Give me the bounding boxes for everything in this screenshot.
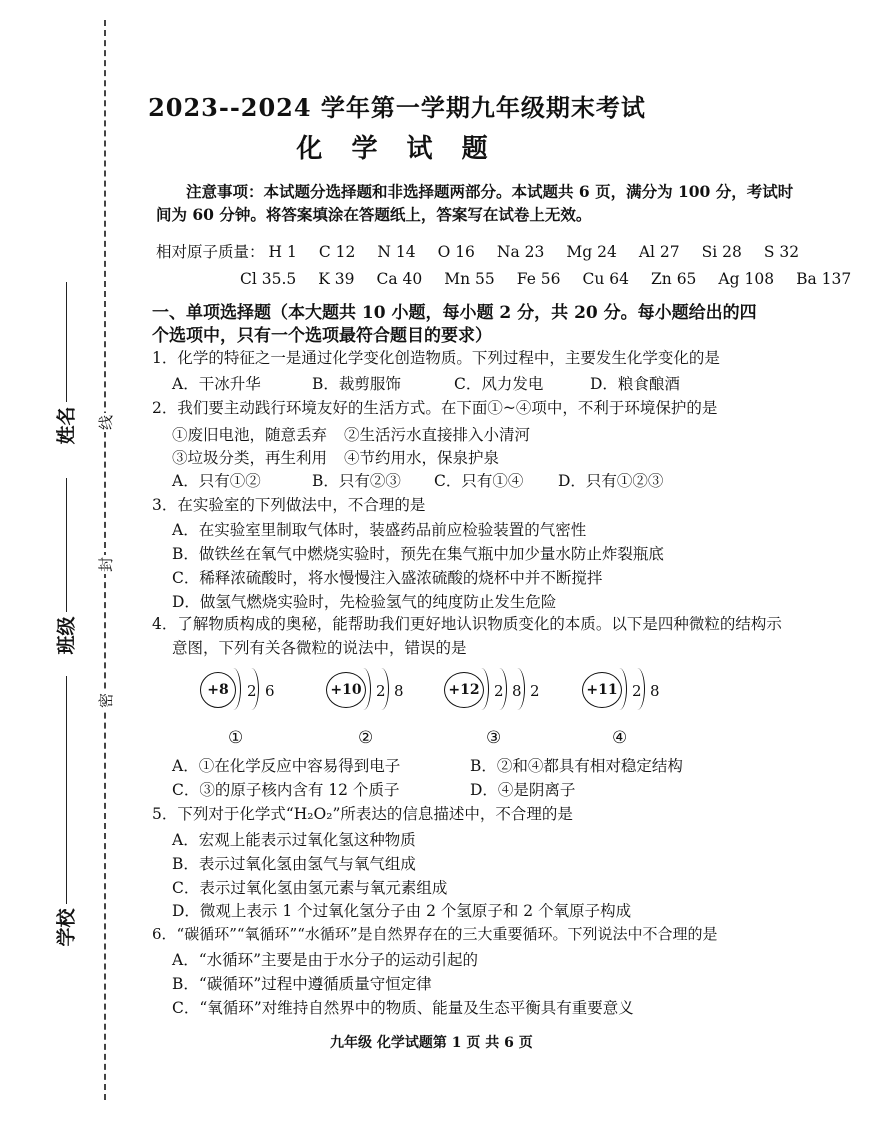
mass-zn: Zn 65	[651, 270, 697, 288]
q4-stem-line-2: 意图，下列有关各微粒的说法中，错误的是	[172, 639, 467, 657]
mass-h: H 1	[268, 243, 297, 261]
class-label: 班级	[55, 616, 78, 655]
q3-option-a[interactable]: A．在实验室里制取气体时，装盛药品前应检验装置的气密性	[172, 521, 587, 539]
name-label: 姓名	[55, 406, 78, 445]
shell-electrons: 2	[530, 682, 540, 700]
shell-electrons: 2	[632, 682, 642, 700]
mass-s: S 32	[763, 243, 800, 261]
section-heading-line-1: 一、单项选择题（本大题共 10 小题，每小题 2 分，共 20 分。每小题给出的四	[152, 303, 757, 323]
shell-electrons: 8	[394, 682, 404, 700]
q4-option-d[interactable]: D．④是阴离子	[470, 781, 576, 799]
particle-label-2: ②	[358, 728, 374, 748]
notice-line-1: 注意事项：本试题分选择题和非选择题两部分。本试题共 6 页，满分为 100 分，考试时	[186, 182, 794, 201]
mass-mn: Mn 55	[444, 270, 495, 288]
q2-item-4: ④节约用水，保泉护泉	[344, 449, 500, 467]
particle-label-1: ①	[228, 728, 244, 748]
q3-option-c[interactable]: C．稀释浓硫酸时，将水慢慢注入盛浓硫酸的烧杯中并不断搅拌	[172, 569, 603, 587]
q3-option-d[interactable]: D．做氢气燃烧实验时，先检验氢气的纯度防止发生危险	[172, 593, 557, 611]
q4-option-b[interactable]: B．②和④都具有相对稳定结构	[470, 757, 683, 775]
mass-fe: Fe 56	[516, 270, 561, 288]
exam-title: 2023--2024 学年第一学期九年级期末考试	[148, 93, 646, 122]
q2-option-a[interactable]: A．只有①②	[172, 472, 261, 490]
q2-option-c[interactable]: C．只有①④	[434, 472, 524, 490]
seal-char-line: 线	[93, 413, 118, 432]
shell-electrons: 8	[650, 682, 660, 700]
exam-subtitle: 化 学 试 题	[296, 134, 498, 164]
q2-option-d[interactable]: D．只有①②③	[558, 472, 664, 490]
atomic-masses-row-1	[156, 240, 821, 262]
q1-option-a[interactable]: A．干冰升华	[172, 375, 261, 393]
q5-option-b[interactable]: B．表示过氧化氢由氢气与氧气组成	[172, 855, 416, 873]
mass-c: C 12	[318, 243, 356, 261]
q6-option-a[interactable]: A．“水循环”主要是由于水分子的运动引起的	[172, 951, 479, 969]
shell-arc	[356, 668, 371, 710]
q6-stem: 6．“碳循环”“氧循环”“水循环”是自然界存在的三大重要循环。下列说法中不合理的是	[152, 925, 718, 943]
shell-arc	[612, 668, 627, 710]
atomic-masses-row-2	[240, 270, 873, 288]
shell-electrons: 6	[265, 682, 275, 700]
school-label: 学校	[55, 908, 78, 947]
nucleus-4: +11	[582, 672, 622, 708]
shell-electrons: 8	[512, 682, 522, 700]
q1-stem: 1．化学的特征之一是通过化学变化创造物质。下列过程中，主要发生化学变化的是	[152, 349, 720, 367]
page-footer: 九年级 化学试题第 1 页 共 6 页	[330, 1035, 533, 1051]
mass-cu: Cu 64	[582, 270, 630, 288]
particle-label-3: ③	[486, 728, 502, 748]
q6-option-c[interactable]: C．“氧循环”对维持自然界中的物质、能量及生态平衡具有重要意义	[172, 999, 634, 1017]
q4-option-c[interactable]: C．③的原子核内含有 12 个质子	[172, 781, 400, 799]
mass-o: O 16	[437, 243, 475, 261]
mass-ag: Ag 108	[718, 270, 775, 288]
q5-option-d[interactable]: D．微观上表示 1 个过氧化氢分子由 2 个氢原子和 2 个氧原子构成	[172, 902, 632, 920]
q5-option-c[interactable]: C．表示过氧化氢由氢元素与氧元素组成	[172, 879, 448, 897]
shell-electrons: 2	[376, 682, 386, 700]
mass-ba: Ba 137	[796, 270, 852, 288]
mass-na: Na 23	[496, 243, 545, 261]
q4-stem-line-1: 4．了解物质构成的奥秘，能帮助我们更好地认识物质变化的本质。以下是四种微粒的结构示	[152, 615, 782, 633]
q2-option-b[interactable]: B．只有②③	[312, 472, 401, 490]
shell-arc	[226, 668, 241, 710]
shell-arc	[474, 668, 489, 710]
atomic-masses-label: 相对原子质量：	[156, 243, 265, 261]
q3-option-b[interactable]: B．做铁丝在氧气中燃烧实验时，预先在集气瓶中加少量水防止炸裂瓶底	[172, 545, 664, 563]
q6-option-b[interactable]: B．“碳循环”过程中遵循质量守恒定律	[172, 975, 432, 993]
mass-ca: Ca 40	[376, 270, 423, 288]
school-fill-line[interactable]	[66, 676, 67, 904]
q5-stem: 5．下列对于化学式“H₂O₂”所表达的信息描述中，不合理的是	[152, 805, 573, 823]
shell-electrons: 2	[247, 682, 257, 700]
nucleus-1: +8	[200, 672, 236, 708]
q1-option-b[interactable]: B．裁剪服饰	[312, 375, 401, 393]
q3-stem: 3．在实验室的下列做法中，不合理的是	[152, 496, 426, 514]
q1-option-d[interactable]: D．粮食酿酒	[590, 375, 680, 393]
mass-al: Al 27	[638, 243, 680, 261]
q1-option-c[interactable]: C．风力发电	[454, 375, 544, 393]
q2-stem: 2．我们要主动践行环境友好的生活方式。在下面①~④项中，不利于环境保护的是	[152, 399, 718, 417]
mass-k: K 39	[318, 270, 355, 288]
section-heading-line-2: 个选项中，只有一个选项最符合题目的要求）	[152, 326, 492, 346]
seal-char-seal: 封	[93, 555, 118, 574]
q2-item-1: ①废旧电池，随意丢弃	[172, 426, 328, 444]
nucleus-2: +10	[326, 672, 366, 708]
mass-n: N 14	[377, 243, 416, 261]
mass-mg: Mg 24	[566, 243, 617, 261]
q2-item-3: ③垃圾分类，再生利用	[172, 449, 328, 467]
q5-option-a[interactable]: A．宏观上能表示过氧化氢这种物质	[172, 831, 416, 849]
q2-item-2: ②生活污水直接排入小清河	[344, 426, 531, 444]
class-fill-line[interactable]	[66, 478, 67, 612]
mass-si: Si 28	[701, 243, 742, 261]
notice-line-2: 间为 60 分钟。将答案填涂在答题纸上，答案写在试卷上无效。	[156, 205, 592, 224]
nucleus-3: +12	[444, 672, 484, 708]
q4-option-a[interactable]: A．①在化学反应中容易得到电子	[172, 757, 401, 775]
name-fill-line[interactable]	[66, 282, 67, 402]
mass-cl: Cl 35.5	[240, 270, 297, 288]
seal-char-secret: 密	[93, 691, 118, 710]
shell-electrons: 2	[494, 682, 504, 700]
particle-label-4: ④	[612, 728, 628, 748]
